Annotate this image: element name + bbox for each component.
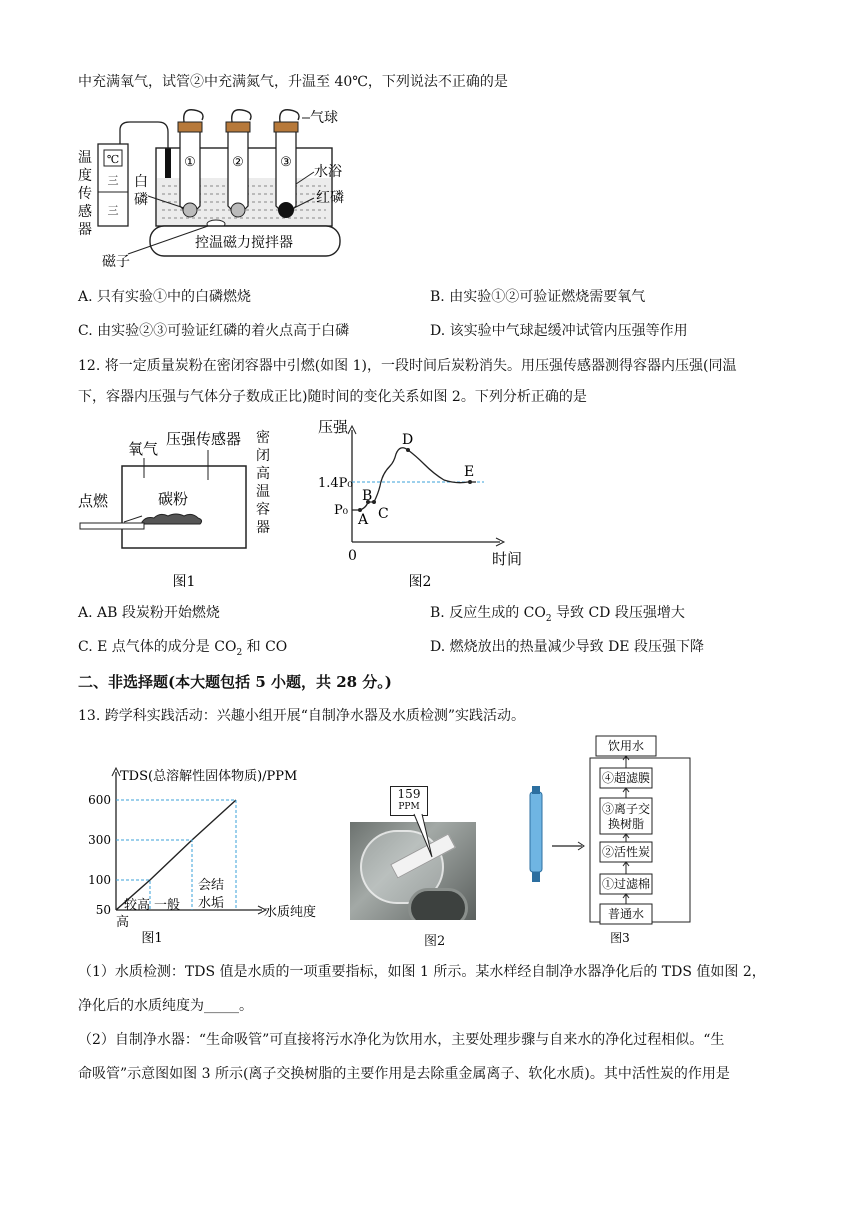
svg-text:器: 器 [78, 222, 92, 238]
q12-stem-line2: 下，容器内压强与气体分子数成正比)随时间的变化关系如图 2。下列分析正确的是 [78, 389, 587, 405]
q11-option-c[interactable]: C. 由实验②③可验证红磷的着火点高于白磷 [78, 323, 350, 339]
tds-line [116, 800, 236, 910]
q13-fig1-tds-chart [84, 760, 334, 950]
tds-ytick-50: 50 [95, 903, 111, 917]
tds-ytick-600: 600 [88, 793, 111, 807]
q12-fig1 [76, 424, 286, 594]
fig2-caption: 图2 [408, 574, 432, 590]
svg-text:三: 三 [107, 174, 119, 187]
step-ion-1: ③离子交 [601, 802, 651, 816]
point-e: E [464, 464, 475, 480]
region-3b: 水垢 [198, 896, 225, 911]
q11-option-a[interactable]: A. 只有实验①中的白磷燃烧 [78, 289, 252, 305]
oxygen-label: 氧气 [128, 440, 159, 458]
svg-text:容: 容 [256, 502, 270, 518]
reading-unit: PPM [398, 802, 420, 812]
region-1: 较高 [124, 898, 151, 913]
pressure-sensor-label: 压强传感器 [166, 430, 242, 448]
q12-stem-line1: 12. 将一定质量炭粉在密闭容器中引燃(如图 1)，一段时间后炭粉消失。用压强传感器测得容器内压强(同温 [78, 358, 737, 374]
svg-text:闭: 闭 [256, 448, 270, 464]
q11-option-b[interactable]: B. 由实验①②可验证燃烧需要氧气 [430, 289, 646, 305]
q11-intro: 中充满氧气，试管②中充满氮气，升温至 40℃，下列说法不正确的是 [78, 74, 508, 90]
svg-text:密: 密 [256, 430, 270, 446]
svg-text:传: 传 [78, 186, 92, 202]
step-uf: ④超滤膜 [601, 771, 651, 785]
q13-p1-line1: （1）水质检测：TDS 值是水质的一项重要指标，如图 1 所示。某水样经自制净水器净化后的 TDS 值如图 2， [78, 964, 766, 980]
q12-fig2 [316, 414, 536, 594]
balloon-label: 气球 [310, 110, 338, 126]
photo-caption: 图2 [424, 934, 446, 949]
region-3a: 会结 [198, 878, 225, 893]
fig2-xlabel: 时间 [492, 550, 523, 568]
region-2: 一般 [154, 898, 181, 913]
tube-label-2: ② [232, 155, 244, 170]
tube-label-3: ③ [280, 155, 292, 170]
chart-ylabel: TDS(总溶解性固体物质)/PPM [120, 769, 298, 784]
q13-p1-line2: 净化后的水质纯度为_____。 [78, 998, 253, 1014]
magnet-label: 磁子 [102, 254, 130, 270]
step-cotton: ①过滤棉 [601, 877, 651, 891]
tds-caption: 图1 [141, 931, 163, 946]
water-bath-label: 水浴 [314, 164, 342, 180]
drain [408, 888, 468, 920]
q12-option-d[interactable]: D. 燃烧放出的热量减少导致 DE 段压强下降 [430, 639, 704, 655]
point-a: A [358, 512, 369, 528]
q12-option-b[interactable]: B. 反应生成的 $CO_2$ 导致 CD 段压强增大 [430, 605, 685, 624]
tube-label-1: ① [184, 155, 196, 170]
point-c: C [378, 506, 389, 522]
q12-option-a[interactable]: A. AB 段炭粉开始燃烧 [78, 605, 220, 621]
tds-ytick-100: 100 [88, 873, 111, 887]
reading-value: 159 [397, 787, 421, 801]
q11-apparatus-figure [76, 108, 376, 278]
high-label: 高 [116, 915, 130, 930]
sensor-unit: ℃ [106, 153, 120, 166]
straw-body [530, 792, 542, 872]
fig2-origin: 0 [348, 548, 357, 564]
step-raw-water: 普通水 [607, 907, 645, 921]
svg-text:度: 度 [78, 168, 92, 184]
callout-pointer [400, 813, 440, 859]
q11-option-d[interactable]: D. 该实验中气球起缓冲试管内压强等作用 [430, 323, 688, 339]
reading-callout [390, 786, 428, 816]
svg-text:温: 温 [256, 484, 270, 500]
step-carbon: ②活性炭 [601, 845, 651, 859]
q13-p2-line2: 命吸管”示意图如图 3 所示(离子交换树脂的主要作用是去除重金属离子、软化水质)。其中活性炭的作用是 [78, 1066, 730, 1082]
q12-option-c[interactable]: C. E 点气体的成分是 $CO_2$ 和 CO [78, 639, 288, 658]
q13-stem: 13. 跨学科实践活动：兴趣小组开展“自制净水器及水质检测”实践活动。 [78, 708, 526, 724]
container-label [256, 430, 270, 536]
carbon-label: 碳粉 [158, 490, 189, 508]
fig2-p14: 1.4P₀ [318, 476, 353, 491]
q13-p2-line1: （2）自制净水器：“生命吸管”可直接将污水净化为饮用水，主要处理步骤与自来水的净化过程相似。“生 [78, 1032, 725, 1048]
tds-ytick-300: 300 [88, 833, 111, 847]
sensor-label [78, 150, 92, 238]
chart-xlabel: 水质纯度 [264, 905, 317, 920]
svg-text:三: 三 [107, 204, 119, 217]
point-b: B [362, 488, 373, 504]
red-p-label: 红磷 [316, 190, 344, 206]
fig2-p0: P₀ [334, 503, 348, 518]
point-d: D [402, 432, 414, 448]
fig2-ylabel: 压强 [318, 418, 349, 436]
step-drinking-water: 饮用水 [607, 739, 645, 753]
step-ion-2: 换树脂 [607, 817, 645, 831]
white-p-label-2: 磷 [134, 192, 148, 208]
fig1-caption: 图1 [172, 574, 196, 590]
fig3-caption: 图3 [610, 931, 630, 945]
q13-fig3 [524, 734, 724, 948]
section-heading: 二、非选择题(本大题包括 5 小题，共 28 分。) [78, 673, 392, 691]
stirrer-label: 控温磁力搅拌器 [195, 235, 293, 251]
ignite-label: 点燃 [78, 492, 109, 510]
svg-text:器: 器 [256, 520, 270, 536]
svg-text:感: 感 [78, 204, 92, 220]
svg-text:高: 高 [256, 466, 270, 482]
white-p-label-1: 白 [134, 174, 148, 190]
svg-text:温: 温 [78, 150, 92, 166]
